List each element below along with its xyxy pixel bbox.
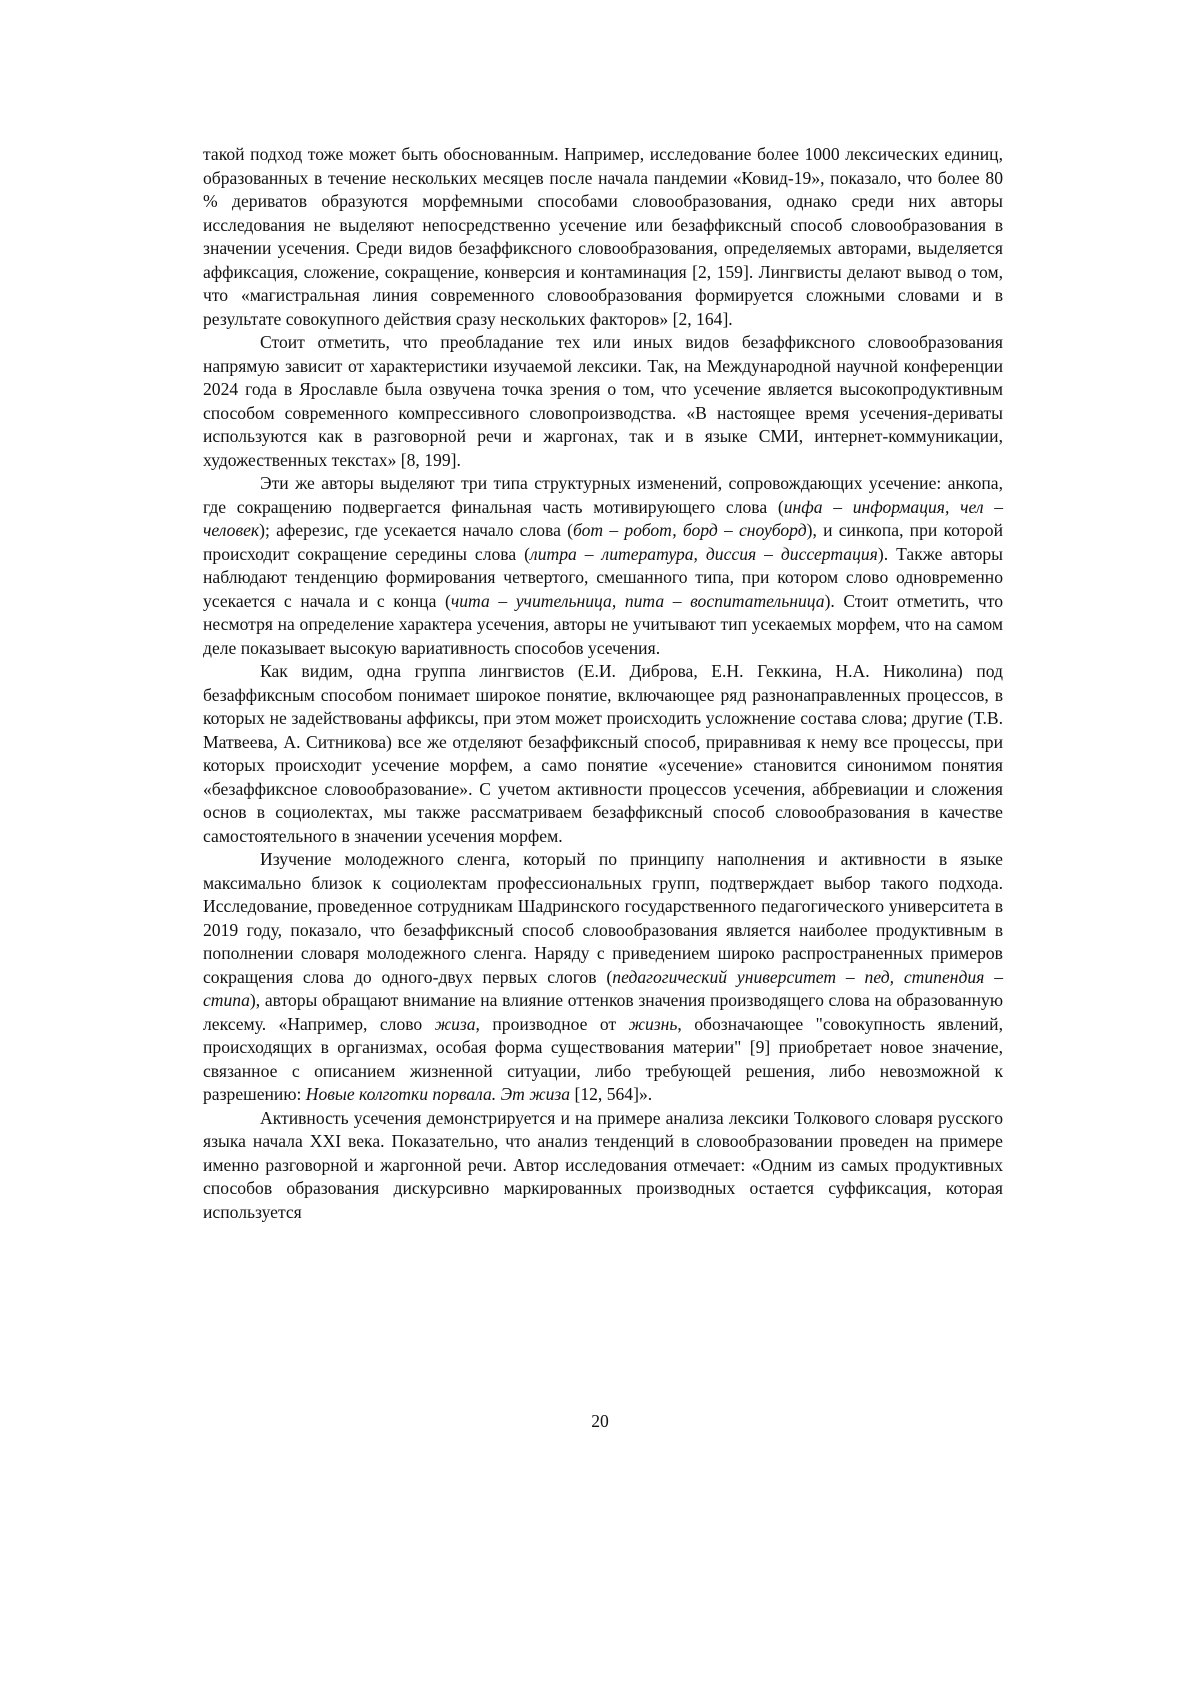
italic-example: бот – робот, борд – сноуборд	[573, 520, 807, 540]
italic-example: жиза	[435, 1014, 476, 1034]
text-run: , обозначающее "совокупность явлений, происходящих в организмах, особая форма существования материи" [9] приобретает новое значение, связанное с описанием жизненной ситуации, либо требующей решения, либо невозможной к разрешению:	[203, 1014, 1003, 1105]
paragraph	[203, 331, 1003, 472]
text-run: Стоит отметить, что преобладание тех или иных видов безаффиксного словообразования напрямую зависит от характеристики изучаемой лексики. Так, на Международной научной конференции 2024 года в Ярославле была озвучена точка зрения о том, что усечение является высокопродуктивным способом современного компрессивного словопроизводства. «В настоящее время усечения-дериваты используются как в разговорной речи и жаргонах, так и в языке СМИ, интернет-коммуникации, художественных текстах» [8, 199].	[203, 332, 1003, 470]
text-run: Эти же авторы выделяют три типа структурных изменений, сопровождающих усечение: анкопа, где сокращению подвергается финальная часть мотивирующего слова (	[203, 473, 1003, 517]
text-run: ). Также авторы наблюдают тенденцию формирования четвертого, смешанного типа, при котором слово одновременно усекается с начала и с конца (	[203, 544, 1003, 611]
italic-example: инфа – информация, чел – человек	[203, 497, 1003, 541]
document-page	[0, 0, 1200, 1697]
text-run: такой подход тоже может быть обоснованным. Например, исследование более 1000 лексических единиц, образованных в течение нескольких месяцев после начала пандемии «Ковид-19», показало, что более 80 % дериватов образуются морфемными способами словообразования, однако среди них авторы исследования не выделяют непосредственно усечение или безаффиксный способ словообразования в значении усечения. Среди видов безаффиксного словообразования, определяемых авторами, выделяется аффиксация, сложение, сокращение, конверсия и контаминация [2, 159]. Лингвисты делают вывод о том, что «магистральная линия современного словообразования формируется сложными словами и в результате совокупного действия сразу нескольких факторов» [2, 164].	[203, 144, 1003, 329]
text-run: Как видим, одна группа лингвистов (Е.И. Диброва, Е.Н. Геккина, Н.А. Николина) под безаффиксным способом понимает широкое понятие, включающее ряд разнонаправленных процессов, в которых не задействованы аффиксы, при этом может происходить усложнение состава слова; другие (Т.В. Матвеева, А. Ситникова) все же отделяют безаффиксный способ, приравнивая к нему все процессы, при которых происходит усечение морфем, а само понятие «усечение» становится синонимом понятия «безаффиксное словообразование». С учетом активности процессов усечения, аббревиации и сложения основ в социолектах, мы также рассматриваем безаффиксный способ словообразования в качестве самостоятельного в значении усечения морфем.	[203, 661, 1003, 846]
text-run: Активность усечения демонстрируется и на примере анализа лексики Толкового словаря русского языка начала XXI века. Показательно, что анализ тенденций в словообразовании проведен на примере именно разговорной и жаргонной речи. Автор исследования отмечает: «Одним из самых продуктивных способов образования дискурсивно маркированных производных остается суффиксация, которая используется	[203, 1108, 1003, 1222]
paragraph	[203, 848, 1003, 1107]
italic-example: литра – литература, диссия – диссертация	[530, 544, 878, 564]
paragraph	[203, 143, 1003, 331]
italic-example: Новые колготки порвала. Эт жиза	[306, 1084, 570, 1104]
text-run: ), авторы обращают внимание на влияние оттенков значения производящего слова на образованную лексему. «Например, слово	[203, 990, 1003, 1034]
body-text	[203, 143, 1003, 1224]
paragraph	[203, 1107, 1003, 1225]
text-run: , производное от	[476, 1014, 629, 1034]
italic-example: педагогический университет – пед, стипендия – стипа	[203, 967, 1003, 1011]
page-number: 20	[0, 1410, 1200, 1433]
paragraph	[203, 660, 1003, 848]
paragraph	[203, 472, 1003, 660]
text-run: Изучение молодежного сленга, который по принципу наполнения и активности в языке максимально близок к социолектам профессиональных групп, подтверждает выбор такого подхода. Исследование, проведенное сотрудникам Шадринского государственного педагогического университета в 2019 году, показало, что безаффиксный способ словообразования является наиболее продуктивным в пополнении словаря молодежного сленга. Наряду с приведением широко распространенных примеров сокращения слова до одного-двух первых слогов (	[203, 849, 1003, 987]
text-run: ). Стоит отметить, что несмотря на определение характера усечения, авторы не учитывают тип усекаемых морфем, что на самом деле показывает высокую вариативность способов усечения.	[203, 591, 1003, 658]
text-run: [12, 564]».	[570, 1084, 652, 1104]
italic-example: чита – учительница, пита – воспитательница	[451, 591, 825, 611]
text-run: ); аферезис, где усекается начало слова (	[259, 520, 573, 540]
italic-example: жизнь	[629, 1014, 678, 1034]
text-run: ), и синкопа, при которой происходит сокращение середины слова (	[203, 520, 1003, 564]
